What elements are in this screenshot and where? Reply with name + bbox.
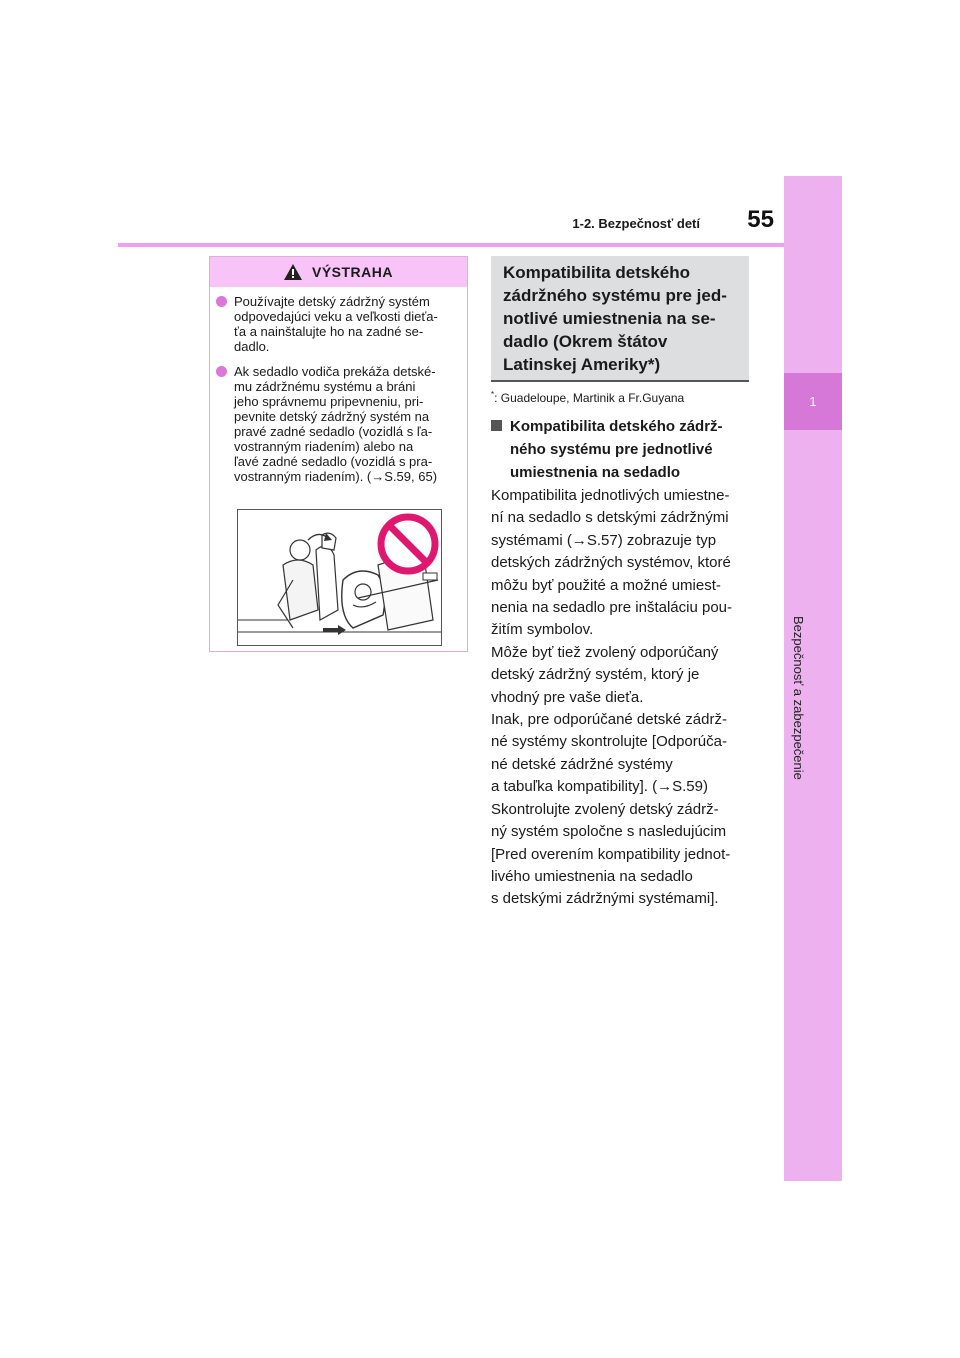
- subheading-line: Kompatibilita detského zádrž-: [510, 418, 723, 435]
- page-number: 55: [747, 206, 774, 233]
- warning-header: [210, 257, 467, 287]
- body-line: žitím symbolov.: [491, 621, 594, 639]
- body-line: [Pred overením kompatibility jednot-: [491, 845, 731, 863]
- section-title-line: dadlo (Okrem štátov: [503, 332, 668, 351]
- square-bullet-icon: [491, 420, 502, 431]
- body-line: detský zádržný systém, ktorý je: [491, 666, 700, 684]
- prohibition-icon: [381, 517, 435, 571]
- section-title-line: Latinskej Ameriky*): [503, 355, 661, 374]
- body-line: Skontrolujte zvolený detský zádrž-: [491, 800, 719, 818]
- body-line: systémami (→S.57) zobrazuje typ: [491, 531, 717, 549]
- body-line: Môže byť tiež zvolený odporúčaný: [491, 643, 719, 661]
- body-line: a tabuľka kompatibility]. (→S.59): [491, 778, 708, 796]
- body-line: ný systém spoločne s nasledujúcim: [491, 823, 727, 841]
- section-title-box: [491, 256, 749, 382]
- chapter-number: 1: [784, 373, 842, 430]
- footnote-marker: *: [491, 390, 495, 399]
- warning-item: Používajte detský zádržný systém odpovedajúci veku a veľkosti dieťa- ťa a nainštalujte ho na zadné se- dadlo.: [216, 294, 455, 354]
- body-line: né systémy skontrolujte [Odporúča-: [491, 733, 727, 751]
- body-line: vhodný pre vaše dieťa.: [491, 688, 644, 706]
- body-line: Inak, pre odporúčané detské zádrž-: [491, 711, 727, 729]
- warning-triangle-icon: [284, 264, 302, 280]
- footnote: [491, 390, 761, 405]
- warning-item: Ak sedadlo vodiča prekáža detské- mu zádržnému systému a bráni jeho správnemu pripevneniu, pri- pevnite detský zádržný systém na pravé zadné sedadlo (vozidlá s ľa- vostranným riadením) alebo na ľavé zadné sedadlo (vozidlá s pra- vostranným riadením). (→S.59, 65): [216, 364, 455, 484]
- body-line: ní na sedadlo s detskými zádržnými: [491, 509, 729, 527]
- chapter-title: Bezpečnosť a zabezpečenie: [791, 616, 806, 780]
- warning-title: VÝSTRAHA: [311, 264, 393, 280]
- body-line: Kompatibilita jednotlivých umiestne-: [491, 487, 730, 504]
- section-title-line: notlivé umiestnenia na se-: [503, 309, 716, 328]
- bullet-icon: [216, 366, 227, 377]
- body-line: s detskými zádržnými systémami].: [491, 890, 719, 908]
- subheading-line: ného systému pre jednotlivé: [510, 441, 713, 458]
- footnote-text: : Guadeloupe, Martinik a Fr.Guyana: [494, 391, 685, 405]
- body-line: né detské zádržné systémy: [491, 755, 673, 773]
- subheading: [491, 415, 749, 484]
- section-title-line: Kompatibilita detského: [503, 263, 691, 282]
- section-title-line: zádržného systému pre jed-: [503, 286, 727, 305]
- child-seat-illustration: [237, 509, 442, 646]
- subheading-line: umiestnenia na sedadlo: [510, 464, 681, 481]
- child-seat-drawing: [238, 510, 441, 645]
- body-line: nenia na sedadlo pre inštaláciu pou-: [491, 599, 733, 617]
- warning-box: [209, 256, 468, 652]
- body-line: detských zádržných systémov, ktoré: [491, 554, 731, 572]
- body-paragraph: [491, 485, 761, 911]
- header-rule: [118, 243, 784, 247]
- section-header: 1-2. Bezpečnosť detí: [572, 216, 700, 231]
- chapter-side-tab[interactable]: [784, 176, 842, 1181]
- body-line: môžu byť použité a možné umiest-: [491, 576, 721, 594]
- bullet-icon: [216, 296, 227, 307]
- body-line: livého umiestnenia na sedadlo: [491, 867, 693, 885]
